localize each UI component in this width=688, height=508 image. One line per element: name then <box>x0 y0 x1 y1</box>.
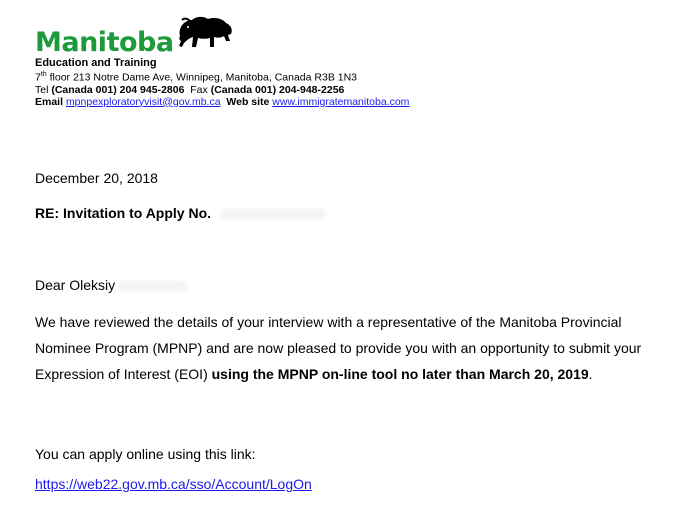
letterhead <box>35 14 675 108</box>
salutation-text: Dear Oleksiy <box>35 277 116 293</box>
address-line: 7th floor 213 Notre Dame Ave, Winnipeg, Manitoba, Canada R3B 1N3 <box>35 71 358 84</box>
bison-icon <box>176 14 236 54</box>
salutation <box>35 277 665 293</box>
logo-text: Manitoba <box>35 27 174 58</box>
website-link[interactable]: www.immigratemanitoba.com <box>272 95 410 108</box>
re-line <box>35 205 665 221</box>
tel-label: Tel <box>35 83 52 96</box>
email-label: Email <box>35 95 66 108</box>
paragraph-text: We have reviewed the details of your interview with a representative of the Manitoba Provincial Nominee Program (MPNP) and are now pleased to provide you with an opportunity to submit your Expression of Interest (EOI) <box>35 314 642 382</box>
redacted-surname <box>117 281 187 291</box>
body-paragraph <box>35 309 650 387</box>
fax-label: Fax <box>184 83 211 96</box>
apply-link[interactable]: https://web22.gov.mb.ca/sso/Account/LogOn <box>35 476 312 492</box>
email-web-line <box>35 96 675 108</box>
department-name: Education and Training <box>35 57 157 69</box>
tel-value: (Canada 001) 204 945-2806 <box>51 83 185 96</box>
fax-value: (Canada 001) 204-948-2256 <box>210 83 345 96</box>
phone-fax-line <box>35 84 675 96</box>
redacted-number <box>221 209 326 219</box>
letter-date: December 20, 2018 <box>35 170 158 186</box>
re-text: RE: Invitation to Apply No. <box>35 205 212 221</box>
apply-instruction: You can apply online using this link: <box>35 446 256 462</box>
manitoba-logo <box>35 14 675 56</box>
apply-link-line <box>35 476 665 492</box>
email-link[interactable]: mpnpexploratoryvisit@gov.mb.ca <box>65 95 221 108</box>
paragraph-end: . <box>588 366 593 382</box>
website-label: Web site <box>220 95 273 108</box>
paragraph-bold: using the MPNP on-line tool no later than March 20, 2019 <box>211 366 589 382</box>
